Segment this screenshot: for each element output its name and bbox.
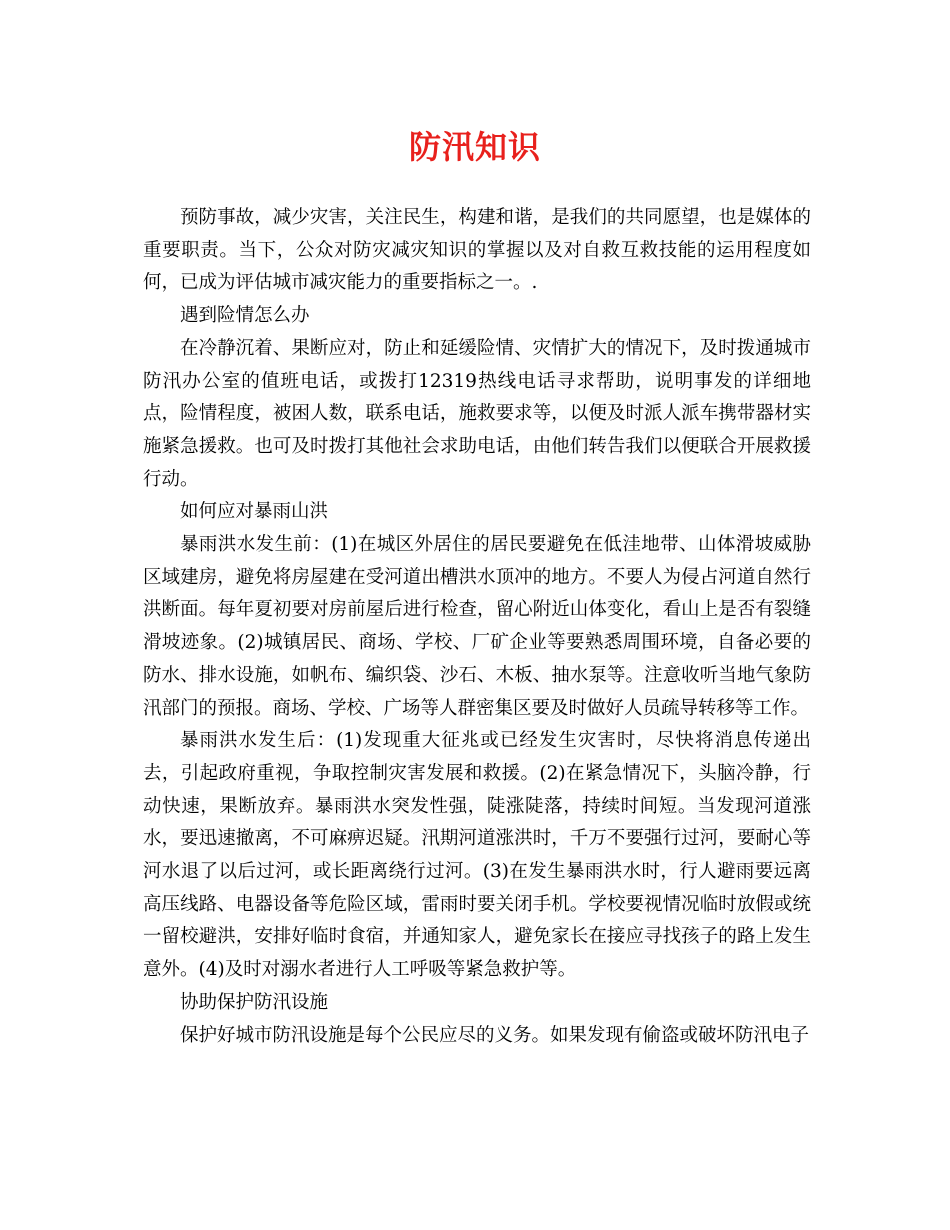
section-heading-facilities: 协助保护防汛设施 (180, 991, 329, 1013)
section-heading-danger: 遇到险情怎么办 (180, 305, 310, 327)
paragraph-intro: 预防事故，减少灾害，关注民生，构建和谐，是我们的共同愿望，也是媒体的重要职责。当下，公众对防灾减灾知识的掌握以及对自救互救技能的运用程度如何，已成为评估城市减灾能力的重要指标之一。. (143, 207, 811, 294)
section-heading-rainstorm: 如何应对暴雨山洪 (180, 501, 329, 523)
document-body (143, 202, 811, 1052)
paragraph-after-flood: 暴雨洪水发生后：(1)发现重大征兆或已经发生灾害时，尽快将消息传递出去，引起政府重视，争取控制灾害发展和救援。(2)在紧急情况下，头脑冷静，行动快速，果断放弃。暴雨洪水突发性强，陡涨陡落，持续时间短。当发现河道涨水，要迅速撤离，不可麻痹迟疑。汛期河道涨洪时，千万不要强行过河，要耐心等河水退了以后过河，或长距离绕行过河。(3)在发生暴雨洪水时，行人避雨要远离高压线路、电器设备等危险区域，雷雨时要关闭手机。学校要视情况临时放假或统一留校避洪，安排好临时食宿，并通知家人，避免家长在接应寻找孩子的路上发生意外。(4)及时对溺水者进行人工呼吸等紧急救护等。 (143, 730, 811, 981)
paragraph-before-flood: 暴雨洪水发生前：(1)在城区外居住的居民要避免在低洼地带、山体滑坡威胁区域建房，避免将房屋建在受河道出槽洪水顶冲的地方。不要人为侵占河道自然行洪断面。每年夏初要对房前屋后进行检查，留心附近山体变化，看山上是否有裂缝滑坡迹象。(2)城镇居民、商场、学校、厂矿企业等要熟悉周围环境，自备必要的防水、排水设施，如帆布、编织袋、沙石、木板、抽水泵等。注意收听当地气象防汛部门的预报。商场、学校、广场等人群密集区要及时做好人员疏导转移等工作。 (143, 534, 811, 719)
paragraph-danger-response: 在冷静沉着、果断应对，防止和延缓险情、灾情扩大的情况下，及时拨通城市防汛办公室的值班电话，或拨打12319热线电话寻求帮助，说明事发的详细地点，险情程度，被困人数，联系电话，施救要求等，以便及时派人派车携带器材实施紧急援救。也可及时拨打其他社会求助电话，由他们转告我们以便联合开展救援行动。 (143, 337, 811, 490)
document-title: 防汛知识 (408, 128, 541, 166)
paragraph-facilities: 保护好城市防汛设施是每个公民应尽的义务。如果发现有偷盗或破坏防汛电子 (180, 1024, 810, 1046)
